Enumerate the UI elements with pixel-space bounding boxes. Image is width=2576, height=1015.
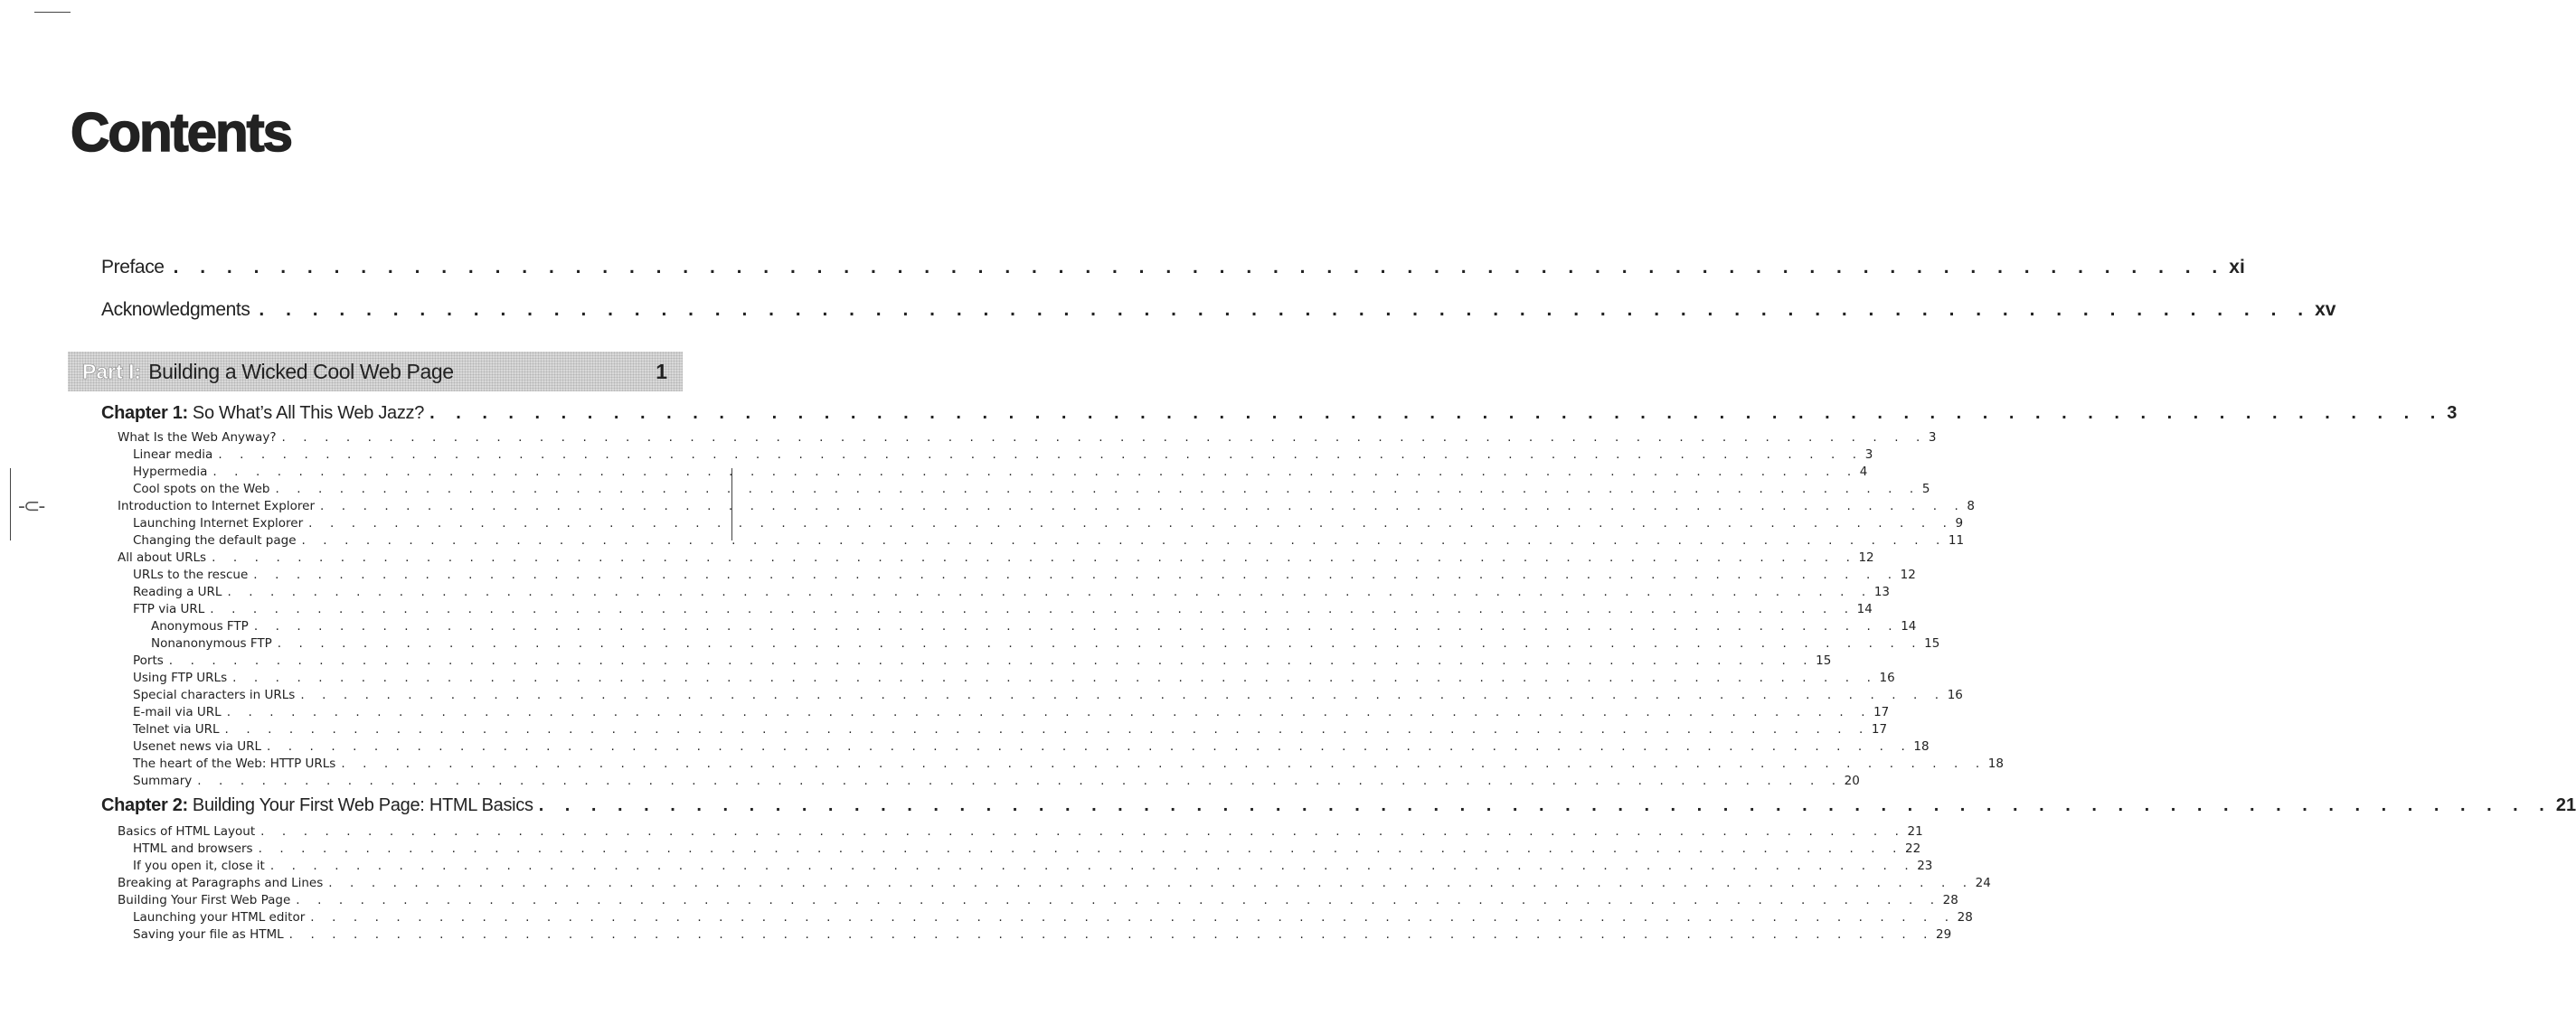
part-page: 1 [656, 359, 667, 383]
dot-leader: . . . . . . . . . . . . . . . . . . . . . . . . . . . . . . . . . . . . . . . . . . . . . . . . . . . . . . . . . . . . . . . . . . . . . . . . . . . . . [227, 585, 1873, 599]
toc-entry[interactable] [133, 585, 1890, 602]
toc-entry[interactable] [118, 550, 1874, 568]
toc-entry-text: Anonymous FTP [151, 619, 249, 634]
toc-entry-page: 8 [1967, 499, 1975, 513]
toc-entry-page: 14 [1856, 602, 1873, 616]
toc-entry[interactable] [133, 482, 1930, 499]
dot-leader: . . . . . . . . . . . . . . . . . . . . . . . . . . . . . . . . . . . . . . . . . . . . . . . . . . . . . . . . . . . . . . . . . . . . . . . . . . . . . [308, 516, 1954, 531]
toc-acknowledgments-page: xv [2315, 299, 2336, 320]
toc-entry-page: 17 [1871, 722, 1888, 737]
toc-entry-text: If you open it, close it [133, 859, 265, 873]
dot-leader: . . . . . . . . . . . . . . . . . . . . . . . . . . . . . . . . . . . . . . . . . . . . . . . . . . . . . . . . . . . . . . . . . . . . . . . . . . . . . [197, 774, 1843, 788]
toc-entry-text: Building Your First Web Page [118, 893, 291, 907]
toc-entry-text: Using FTP URLs [133, 671, 228, 685]
dot-leader: . . . . . . . . . . . . . . . . . . . . . . . . . . . . . . . . . . . . . . . . . . . . . . . . . . . . . . . . . . . . . . . . . . . . . . . . . . . . . [168, 653, 1815, 668]
toc-entry[interactable] [118, 430, 1937, 447]
toc-entry-page: 3 [1864, 447, 1873, 462]
toc-acknowledgments[interactable] [101, 299, 2336, 321]
binding-mark-left [10, 468, 11, 540]
dot-leader: . . . . . . . . . . . . . . . . . . . . . . . . . . . . . . . . . . . . . . . . . . . . . . . . . . . . . . . . . . . . . . . . . . . . . . . . . . . . . [232, 671, 1878, 685]
dot-leader: . . . . . . . . . . . . . . . . . . . . . . . . . . . . . . . . . . . . . . . . . . . . . . . . . . . . . . . . . . . . . . . . . . . . . . . . . . . . . [212, 550, 1857, 565]
dot-leader: . . . . . . . . . . . . . . . . . . . . . . . . . . . . . . . . . . . . . . . . . . . . . . . . . . . . . . . . . . . . . . . . . . . . . . . . . . . . . [212, 465, 1858, 479]
toc-entry[interactable] [133, 688, 1963, 705]
toc-entry[interactable] [118, 893, 1958, 910]
toc-entry-text: Special characters in URLs [133, 688, 296, 702]
toc-entry[interactable] [133, 722, 1888, 739]
toc-entry-text: Launching Internet Explorer [133, 516, 304, 531]
dot-leader: . . . . . . . . . . . . . . . . . . . . . . . . . . . . . . . . . . . . . . . . . . . . . . . . . . . . . . . . . . . . . . . . . . . . . . . . . . . . . [260, 824, 1906, 839]
toc-acknowledgments-label: Acknowledgments [101, 299, 250, 320]
chapter-page: 21 [2555, 795, 2576, 815]
dot-leader: . . . . . . . . . . . . . . . . . . . . . . . . . . . . . . . . . . . . . . . . . . . . . . . . . . . . . . . . . . . . . . . . . . . . . . . . . . . . . [281, 430, 1927, 445]
toc-entry-text: All about URLs [118, 550, 207, 565]
toc-entry[interactable] [151, 636, 1940, 653]
toc-entry[interactable] [133, 774, 1860, 791]
dot-leader: . . . . . . . . . . . . . . . . . . . . . . . . . . . . . . . . . . . . . . . . . . . . . . . . . . . . . . . . . . . . . . . . . . . . . . . . . . . . . [277, 636, 1923, 651]
dot-leader: . . . . . . . . . . . . . . . . . . . . . . . . . . . . . . . . . . . . . . . . . . . . . . . . . . . . . . . . . . . . . . . . . . . . . . . . . . . . . [429, 403, 2444, 423]
toc-entry[interactable] [133, 533, 1965, 550]
dot-leader: . . . . . . . . . . . . . . . . . . . . . . . . . . . . . . . . . . . . . . . . . . . . . . . . . . . . . . . . . . . . . . . . . . . . . . . . . . . . . [275, 482, 1920, 496]
dot-leader: . . . . . . . . . . . . . . . . . . . . . . . . . . . . . . . . . . . . . . . . . . . . . . . . . . . . . . . . . . . . . . . . . . . . . . . . . . . . . [310, 910, 1956, 925]
dot-leader: . . . . . . . . . . . . . . . . . . . . . . . . . . . . . . . . . . . . . . . . . . . . . . . . . . . . . . . . . . . . . . . . . . . . . . . . . . . . . [218, 447, 1864, 462]
toc-entry-page: 20 [1844, 774, 1860, 788]
toc-entry-text: Linear media [133, 447, 213, 462]
toc-entry-page: 16 [1879, 671, 1895, 685]
dot-leader: . . . . . . . . . . . . . . . . . . . . . . . . . . . . . . . . . . . . . . . . . . . . . . . . . . . . . . . . . . . . . . . . . . . . . . . . . . . . . [300, 688, 1946, 702]
toc-entry-text: E-mail via URL [133, 705, 222, 719]
toc-entry-text: Breaking at Paragraphs and Lines [118, 876, 324, 890]
toc-entry-page: 15 [1816, 653, 1832, 668]
dot-leader: . . . . . . . . . . . . . . . . . . . . . . . . . . . . . . . . . . . . . . . . . . . . . . . . . . . . . . . . . . . . . . . . . . . . . . . . . . . . . [253, 568, 1899, 582]
dot-leader: . . . . . . . . . . . . . . . . . . . . . . . . . . . . . . . . . . . . . . . . . . . . . . . . . . . . . . . . . . . . . . . . . . . . . . . . . . . . . [173, 257, 2226, 277]
page-title: Contents [71, 102, 291, 163]
toc-entry-text: Telnet via URL [133, 722, 220, 737]
chapter-heading-2[interactable] [101, 795, 2576, 816]
toc-entry[interactable] [133, 910, 1973, 927]
dot-leader: . . . . . . . . . . . . . . . . . . . . . . . . . . . . . . . . . . . . . . . . . . . . . . . . . . . . . . . . . . . . . . . . . . . . . . . . . . . . . [328, 876, 1974, 890]
chapter-page: 3 [2447, 403, 2458, 423]
toc-entry[interactable] [151, 619, 1917, 636]
toc-entry-text: Summary [133, 774, 193, 788]
toc-entry-text: Introduction to Internet Explorer [118, 499, 315, 513]
toc-entry-text: Nonanonymous FTP [151, 636, 272, 651]
toc-entry-text: Hypermedia [133, 465, 208, 479]
dot-leader: . . . . . . . . . . . . . . . . . . . . . . . . . . . . . . . . . . . . . . . . . . . . . . . . . . . . . . . . . . . . . . . . . . . . . . . . . . . . . [266, 739, 1912, 754]
dot-leader: . . . . . . . . . . . . . . . . . . . . . . . . . . . . . . . . . . . . . . . . . . . . . . . . . . . . . . . . . . . . . . . . . . . . . . . . . . . . . [301, 533, 1947, 548]
toc-entry[interactable] [118, 876, 1991, 893]
toc-entry-text: What Is the Web Anyway? [118, 430, 277, 445]
chapter-title: So What’s All This Web Jazz? [192, 403, 425, 423]
toc-entry-text: Usenet news via URL [133, 739, 261, 754]
toc-entry-text: Ports [133, 653, 164, 668]
toc-entry[interactable] [133, 927, 1952, 945]
toc-preface-page: xi [2229, 257, 2245, 277]
toc-entry[interactable] [133, 516, 1964, 533]
toc-entry-page: 28 [1942, 893, 1958, 907]
toc-entry-page: 12 [1858, 550, 1874, 565]
toc-entry-text: HTML and browsers [133, 841, 253, 856]
toc-preface[interactable] [101, 257, 2245, 278]
toc-entry-page: 17 [1873, 705, 1890, 719]
toc-entry[interactable] [133, 671, 1895, 688]
chapter-label: Chapter 1: [101, 403, 188, 423]
toc-entry-text: Launching your HTML editor [133, 910, 306, 925]
toc-entry-page: 4 [1859, 465, 1868, 479]
toc-entry[interactable] [133, 739, 1930, 757]
toc-entry-page: 15 [1924, 636, 1940, 651]
toc-entry[interactable] [133, 841, 1921, 859]
dot-leader: . . . . . . . . . . . . . . . . . . . . . . . . . . . . . . . . . . . . . . . . . . . . . . . . . . . . . . . . . . . . . . . . . . . . . . . . . . . . . [259, 299, 2312, 320]
toc-entry[interactable] [133, 465, 1868, 482]
toc-entry-text: URLs to the rescue [133, 568, 249, 582]
toc-entry-page: 14 [1901, 619, 1917, 634]
toc-entry-page: 29 [1936, 927, 1952, 942]
part-number: Part I: [82, 359, 142, 383]
toc-entry-text: Saving your file as HTML [133, 927, 284, 942]
toc-entry[interactable] [133, 447, 1873, 465]
part-heading[interactable] [68, 352, 683, 391]
crop-mark [34, 12, 71, 13]
toc-entry-page: 11 [1948, 533, 1965, 548]
toc-entry[interactable] [133, 602, 1873, 619]
toc-entry-page: 21 [1907, 824, 1923, 839]
toc-entry[interactable] [133, 705, 1890, 722]
toc-entry-page: 16 [1947, 688, 1963, 702]
toc-entry-page: 24 [1975, 876, 1991, 890]
part-title: Building a Wicked Cool Web Page [148, 359, 454, 383]
toc-entry-text: Cool spots on the Web [133, 482, 270, 496]
toc-entry[interactable] [133, 757, 2004, 774]
dot-leader: . . . . . . . . . . . . . . . . . . . . . . . . . . . . . . . . . . . . . . . . . . . . . . . . . . . . . . . . . . . . . . . . . . . . . . . . . . . . . [288, 927, 1935, 942]
toc-entry-text: Reading a URL [133, 585, 222, 599]
toc-preface-label: Preface [101, 257, 165, 277]
toc-entry-page: 3 [1928, 430, 1937, 445]
dot-leader: . . . . . . . . . . . . . . . . . . . . . . . . . . . . . . . . . . . . . . . . . . . . . . . . . . . . . . . . . . . . . . . . . . . . . . . . . . . . . [226, 705, 1873, 719]
toc-entry-page: 5 [1921, 482, 1930, 496]
toc-entry-text: FTP via URL [133, 602, 205, 616]
toc-entry-text: Basics of HTML Layout [118, 824, 256, 839]
toc-entry[interactable] [118, 499, 1975, 516]
dot-leader: . . . . . . . . . . . . . . . . . . . . . . . . . . . . . . . . . . . . . . . . . . . . . . . . . . . . . . . . . . . . . . . . . . . . . . . . . . . . . [341, 757, 1986, 771]
toc-entry-page: 18 [1987, 757, 2004, 771]
registration-mark-icon: -⊂- [18, 495, 44, 518]
dot-leader: . . . . . . . . . . . . . . . . . . . . . . . . . . . . . . . . . . . . . . . . . . . . . . . . . . . . . . . . . . . . . . . . . . . . . . . . . . . . . [210, 602, 1855, 616]
dot-leader: . . . . . . . . . . . . . . . . . . . . . . . . . . . . . . . . . . . . . . . . . . . . . . . . . . . . . . . . . . . . . . . . . . . . . . . . . . . . . [253, 619, 1900, 634]
toc-entry-page: 28 [1957, 910, 1973, 925]
toc-entry-page: 12 [1900, 568, 1916, 582]
toc-entry[interactable] [133, 568, 1916, 585]
toc-entry-text: Changing the default page [133, 533, 297, 548]
toc-entry-page: 9 [1955, 516, 1964, 531]
toc-entry-text: The heart of the Web: HTTP URLs [133, 757, 336, 771]
toc-entry-page: 22 [1904, 841, 1921, 856]
toc-entry[interactable] [118, 824, 1923, 841]
chapter-title: Building Your First Web Page: HTML Basics [192, 795, 533, 815]
toc-entry-page: 18 [1913, 739, 1930, 754]
toc-entry-page: 13 [1873, 585, 1890, 599]
chapter-label: Chapter 2: [101, 795, 188, 815]
dot-leader: . . . . . . . . . . . . . . . . . . . . . . . . . . . . . . . . . . . . . . . . . . . . . . . . . . . . . . . . . . . . . . . . . . . . . . . . . . . . . [224, 722, 1870, 737]
chapter-heading-1[interactable] [101, 403, 2458, 424]
toc-entry-page: 23 [1917, 859, 1933, 873]
dot-leader: . . . . . . . . . . . . . . . . . . . . . . . . . . . . . . . . . . . . . . . . . . . . . . . . . . . . . . . . . . . . . . . . . . . . . . . . . . . . . [320, 499, 1966, 513]
toc-entry[interactable] [133, 859, 1933, 876]
toc-entry[interactable] [133, 653, 1832, 671]
dot-leader: . . . . . . . . . . . . . . . . . . . . . . . . . . . . . . . . . . . . . . . . . . . . . . . . . . . . . . . . . . . . . . . . . . . . . . . . . . . . . [538, 795, 2552, 815]
dot-leader: . . . . . . . . . . . . . . . . . . . . . . . . . . . . . . . . . . . . . . . . . . . . . . . . . . . . . . . . . . . . . . . . . . . . . . . . . . . . . [296, 893, 1941, 907]
dot-leader: . . . . . . . . . . . . . . . . . . . . . . . . . . . . . . . . . . . . . . . . . . . . . . . . . . . . . . . . . . . . . . . . . . . . . . . . . . . . . [269, 859, 1916, 873]
dot-leader: . . . . . . . . . . . . . . . . . . . . . . . . . . . . . . . . . . . . . . . . . . . . . . . . . . . . . . . . . . . . . . . . . . . . . . . . . . . . . [258, 841, 1903, 856]
